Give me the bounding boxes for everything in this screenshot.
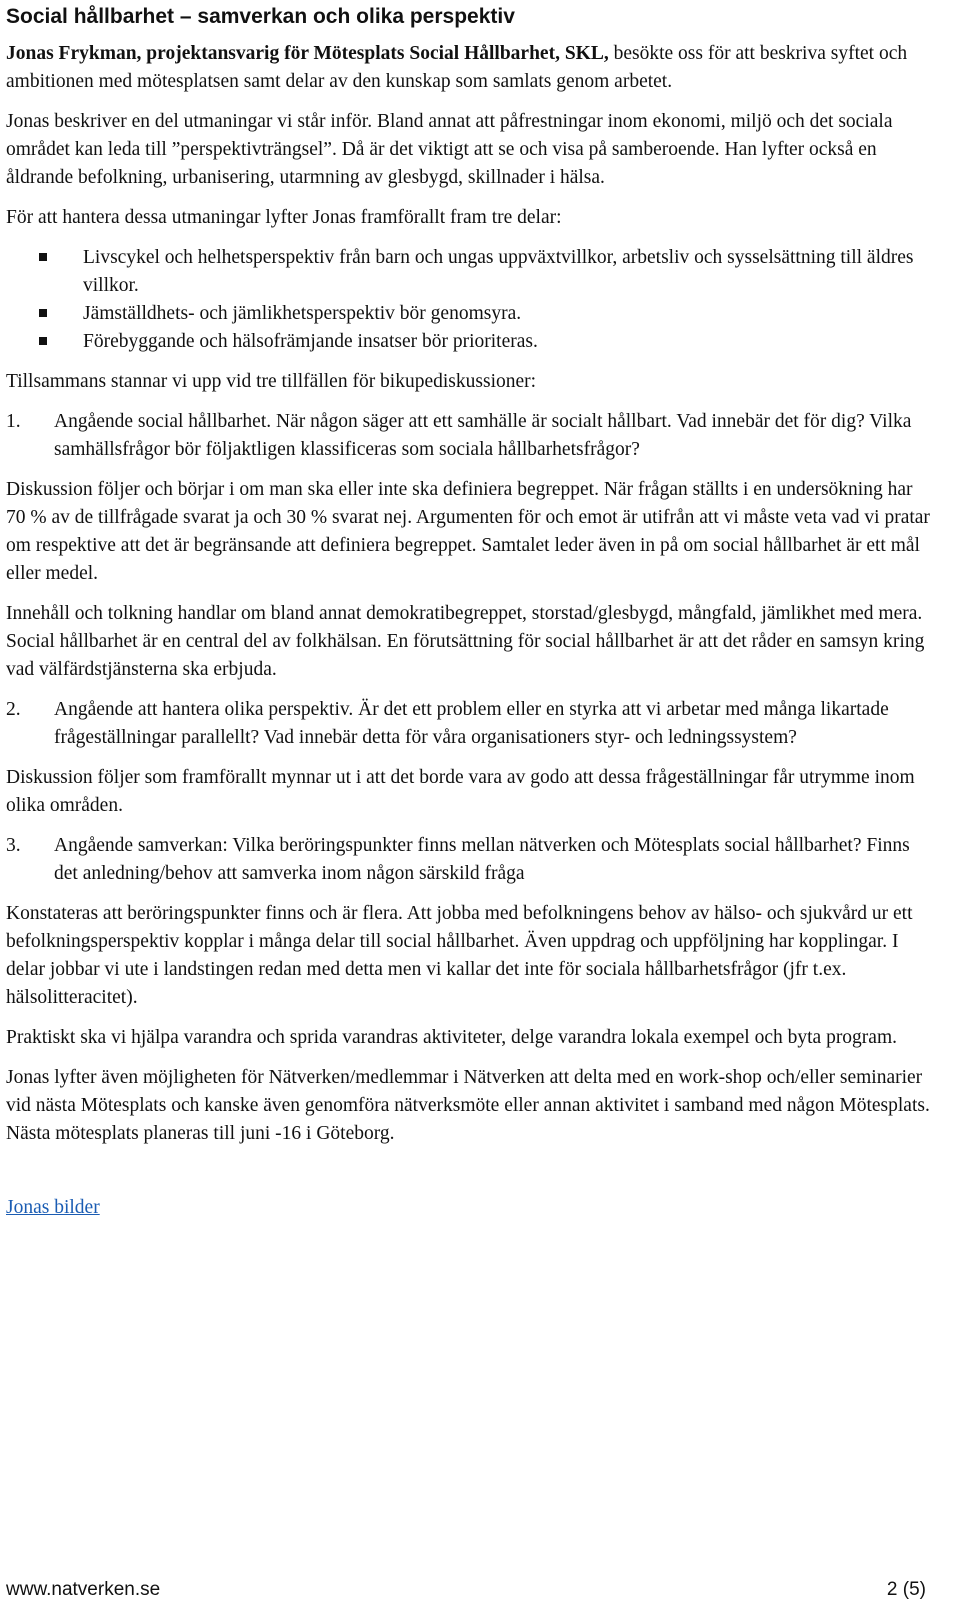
- question-number: 2.: [6, 699, 21, 720]
- intro-bold: Jonas Frykman, projektansvarig för Mötesplats Social Hållbarhet, SKL,: [6, 43, 609, 64]
- question-number: 1.: [6, 411, 21, 432]
- bullet-square-icon: [39, 309, 47, 317]
- question-number: 3.: [6, 835, 21, 856]
- question-text: Angående social hållbarhet. När någon säger att ett samhälle är socialt hållbart. Vad innebär det för dig? Vilka samhällsfrågor bör följaktligen klassificeras som sociala hållbarhetsfrågor?: [54, 411, 912, 460]
- challenges-paragraph: Jonas beskriver en del utmaningar vi står inför. Bland annat att påfrestningar inom ekonomi, miljö och det sociala området kan leda till ”perspektivträngsel”. Då är det viktigt att se och visa på samberoende. Han lyfter också en åldrande befolkning, urbanisering, utarmning av glesbygd, skillnader i hälsa.: [6, 111, 893, 188]
- document-page: [6, 0, 936, 1234]
- jonas-slides-link[interactable]: Jonas bilder: [6, 1197, 100, 1218]
- bullet-square-icon: [39, 253, 47, 261]
- q1-content-paragraph: Innehåll och tolkning handlar om bland annat demokratibegreppet, storstad/glesbygd, mångfald, jämlikhet med mera. Social hållbarhet är en central del av folkhälsan. En förutsättning för social hållbarhet är att det råder en samsyn kring vad välfärdstjänsterna ska erbjuda.: [6, 603, 925, 680]
- q1-discussion-paragraph: Diskussion följer och börjar i om man ska eller inte ska definiera begreppet. När frågan ställts i en undersökning har 70 % av de tillfrågade svarat ja och 30 % svarat nej. Argumenten för och emot är utifrån att vi måste veta vad vi pratar om respektive att det är begränsande att definiera begreppet. Samtalet leder även in på om social hållbarhet är ett mål eller medel.: [6, 479, 930, 584]
- page-footer: [6, 1576, 926, 1604]
- footer-page-number: 2 (5): [886, 1579, 926, 1600]
- question-1: [6, 408, 936, 464]
- footer-site: www.natverken.se: [6, 1579, 161, 1600]
- q3-workshop-paragraph: Jonas lyfter även möjligheten för Nätverken/medlemmar i Nätverken att delta med en work-shop och/eller seminarier vid nästa Mötesplats och kanske även genomföra nätverksmöte eller annan aktivitet i samband med någon Mötesplats. Nästa mötesplats planeras till juni -16 i Göteborg.: [6, 1067, 930, 1144]
- question-text: Angående samverkan: Vilka beröringspunkter finns mellan nätverken och Mötesplats social hållbarhet? Finns det anledning/behov att samverka inom någon särskild fråga: [54, 835, 910, 884]
- bullet-list: [6, 244, 936, 356]
- list-item: Livscykel och helhetsperspektiv från barn och ungas uppväxtvillkor, arbetsliv och sysselsättning till äldres villkor.: [6, 244, 936, 300]
- q3-conclusion-paragraph: Konstateras att beröringspunkter finns och är flera. Att jobba med befolkningens behov av hälso- och sjukvård ur ett befolkningsperspektiv kopplar i många delar till social hållbarhet. Även uppdrag och uppföljning har kopplingar. I delar jobbar vi ute i landstingen redan med detta men vi kallar det inte för sociala hållbarhetsfrågor (jfr t.ex. hälsolitteracitet).: [6, 903, 913, 1008]
- list-item: Jämställdhets- och jämlikhetsperspektiv bör genomsyra.: [6, 300, 936, 328]
- intro-rest: besökte oss för att beskriva syftet och ambitionen med mötesplatsen samt delar av den kunskap som samlats genom arbetet.: [6, 43, 908, 92]
- question-3: [6, 832, 936, 888]
- link-paragraph: [6, 1194, 936, 1222]
- q2-discussion-paragraph: Diskussion följer som framförallt mynnar ut i att det borde vara av godo att dessa frågeställningar får utrymme inom olika områden.: [6, 767, 915, 816]
- intro-paragraph: [6, 40, 936, 96]
- list-item: Förebyggande och hälsofrämjande insatser bör prioriteras.: [6, 328, 936, 356]
- stops-paragraph: Tillsammans stannar vi upp vid tre tillfällen för bikupediskussioner:: [6, 371, 537, 392]
- q3-practical-paragraph: Praktiskt ska vi hjälpa varandra och sprida varandras aktiviteter, delge varandra lokala exempel och byta program.: [6, 1027, 898, 1048]
- page-title: Social hållbarhet – samverkan och olika perspektiv: [6, 5, 515, 28]
- three-parts-paragraph: För att hantera dessa utmaningar lyfter Jonas framförallt fram tre delar:: [6, 207, 562, 228]
- question-text: Angående att hantera olika perspektiv. Är det ett problem eller en styrka att vi arbetar med många likartade frågeställningar parallellt? Vad innebär detta för våra organisationers styr- och ledningssystem?: [54, 699, 889, 748]
- question-2: [6, 696, 936, 752]
- bullet-square-icon: [39, 337, 47, 345]
